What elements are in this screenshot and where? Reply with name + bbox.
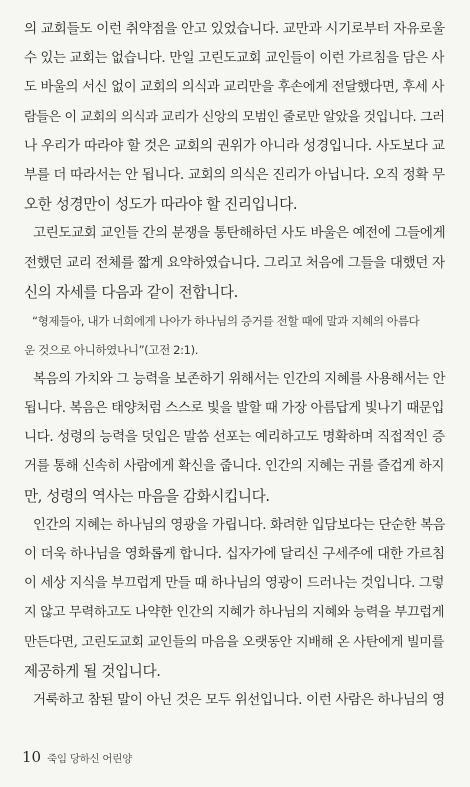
text-line: 고린도교회 교인들 간의 분쟁을 통탄해하던 사도 바울은 예전에 그들에게: [33, 225, 446, 242]
text-line: 이 더욱 하나님을 영화롭게 합니다. 십자가에 달리신 구세주에 대한 가르침: [24, 546, 445, 562]
text-line: 람들은 이 교회의 의식과 교리가 신앙의 모범인 줄로만 알았을 것입니다. 그러: [24, 109, 445, 125]
text-line: 오한 성경만이 성도가 따라야 할 진리입니다.: [24, 196, 298, 214]
text-line: 도 바울의 서신 없이 교회의 의식과 교리만을 후손에게 전달했다면, 후세 사: [24, 80, 445, 96]
page-number: 10: [22, 748, 42, 766]
text-line: 됩니다. 복음은 태양처럼 스스로 빛을 발할 때 가장 아름답게 빛나기 때문입: [24, 401, 445, 417]
text-line: 의 교회들도 이런 취약점을 안고 있었습니다. 교만과 시기로부터 자유로울: [24, 21, 445, 37]
text-line: 이 세상 지식을 부끄럽게 만들 때 하나님의 영광이 드러나는 것입니다. 그렇: [24, 576, 445, 592]
scripture-quote-line: “형제들아, 내가 너희에게 나아가 하나님의 증거를 전할 때에 말과 지혜의 아름다: [32, 313, 420, 328]
text-line: 수 있는 교회는 없습니다. 만일 고린도교회 교인들이 이런 가르침을 담은 사: [24, 51, 445, 67]
text-line: 전했던 교리 전체를 짧게 요약하였습니다. 그리고 처음에 그들을 대했던 자: [24, 254, 445, 271]
text-line: 거룩하고 참된 말이 아닌 것은 모두 위선입니다. 이런 사람은 하나님의 영: [33, 691, 445, 708]
text-line: 인간의 지혜는 하나님의 영광을 가립니다. 화려한 입담보다는 단순한 복음: [33, 517, 446, 533]
text-line: 거를 통해 신속히 사람에게 확신을 줍니다. 인간의 지혜는 귀를 즐겁게 하지: [24, 459, 445, 475]
text-line: 나 우리가 따라야 할 것은 교회의 권위가 아니라 성경입니다. 사도보다 교: [24, 137, 445, 154]
text-line: 제공하게 될 것입니다.: [24, 662, 161, 680]
book-title: 죽임 당하신 어린양: [47, 753, 132, 765]
text-line: 복음의 가치와 그 능력을 보존하기 위해서는 인간의 지혜를 사용해서는 안: [33, 371, 446, 387]
text-line: 만, 성령의 역사는 마음을 감화시킵니다.: [24, 487, 270, 505]
text-line: 신의 자세를 다음과 같이 전합니다.: [24, 283, 238, 301]
text-line: 니다. 성령의 능력을 덧입은 말씀 선포는 예리하고도 명확하며 직접적인 증: [24, 429, 445, 446]
text-line: 부를 더 따라서는 안 됩니다. 교회의 의식은 진리가 아닙니다. 오직 정확 무: [24, 166, 445, 183]
text-line: 만든다면, 고린도교회 교인들의 마음을 오랫동안 지배해 온 사탄에게 빌미를: [24, 634, 445, 650]
scripture-quote-line: 운 것으로 아니하였나니”(고전 2:1).: [24, 342, 199, 357]
body-text: [24, 15, 448, 715]
page-footer: [22, 748, 132, 766]
text-line: 지 않고 무력하고도 나약한 인간의 지혜가 하나님의 지혜와 능력을 부끄럽게: [24, 605, 445, 621]
